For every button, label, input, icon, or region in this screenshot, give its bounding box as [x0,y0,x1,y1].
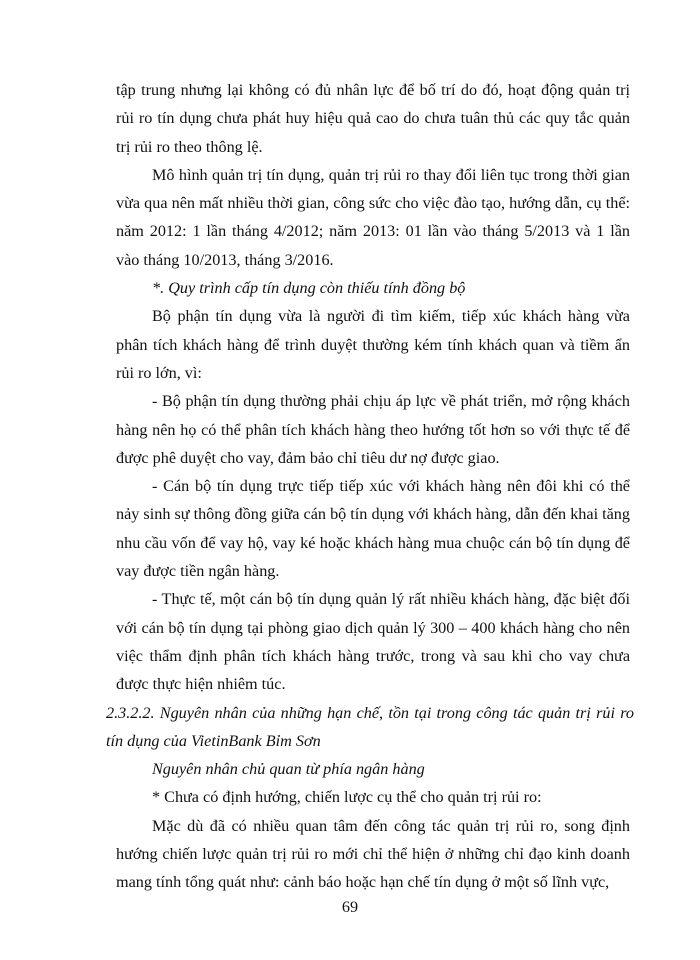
paragraph-credit-model: Mô hình quản trị tín dụng, quản trị rủi ro thay đổi liên tục trong thời gian vừa qua nên mất nhiều thời gian, công sức cho việc đào tạo, hướng dẫn, cụ thể: năm 2012: 1 lần tháng 4/2012; năm 2013: 01 lần vào tháng 5/2013 và 1 lần vào tháng 10/2013, tháng 3/2016. [116,165,630,269]
subheading-subjective-causes: Nguyên nhân chủ quan từ phía ngân hàng [152,760,425,779]
section-heading-2-3-2-2: 2.3.2.2. Nguyên nhân của những hạn chế, tồn tại trong công tác quản trị rủi ro tín dụng của VietinBank Bỉm Sơn [106,703,634,750]
bullet-no-strategy: * Chưa có định hướng, chiến lược cụ thể cho quản trị rủi ro: [152,788,542,807]
document-body [106,76,634,897]
subheading-credit-process: *. Quy trình cấp tín dụng còn thiếu tính đồng bộ [152,279,466,298]
paragraph-continuation: tập trung nhưng lại không có đủ nhân lực để bố trí do đó, hoạt động quản trị rủi ro tín dụng chưa phát huy hiệu quả cao do chưa tuân thủ các quy tắc quản trị rủi ro theo thông lệ. [116,81,630,156]
page-number: 69 [341,898,359,916]
bullet-workload: - Thực tế, một cán bộ tín dụng quản lý rất nhiều khách hàng, đặc biệt đối với cán bộ tín dụng tại phòng giao dịch quản lý 300 – 400 khách hàng cho nên việc thẩm định phân tích khách hàng trước, trong và sau khi cho vay chưa được thực hiện nhiêm túc. [116,590,630,694]
bullet-collusion: - Cán bộ tín dụng trực tiếp tiếp xúc với khách hàng nên đôi khi có thể nảy sinh sự thông đồng giữa cán bộ tín dụng với khách hàng, dẫn đến khai tăng nhu cầu vốn để vay hộ, vay ké hoặc khách hàng mua chuộc cán bộ tín dụng để vay được tiền ngân hàng. [116,477,630,581]
paragraph-credit-department: Bộ phận tín dụng vừa là người đi tìm kiếm, tiếp xúc khách hàng vừa phân tích khách hàng để trình duyệt thường kém tính khách quan và tiềm ẩn rủi ro lớn, vì: [116,307,630,382]
bullet-pressure: - Bộ phận tín dụng thường phải chịu áp lực về phát triển, mở rộng khách hàng nên họ có thể phân tích khách hàng theo hướng tốt hơn so với thực tế để được phê duyệt cho vay, đảm bảo chỉ tiêu dư nợ được giao. [116,392,630,467]
paragraph-strategy: Mặc dù đã có nhiều quan tâm đến công tác quản trị rủi ro, song định hướng chiến lược quản trị rủi ro mới chỉ thể hiện ở những chỉ đạo kinh doanh mang tính tổng quát như: cảnh báo hoặc hạn chế tín dụng ở một số lĩnh vực, [116,816,630,892]
